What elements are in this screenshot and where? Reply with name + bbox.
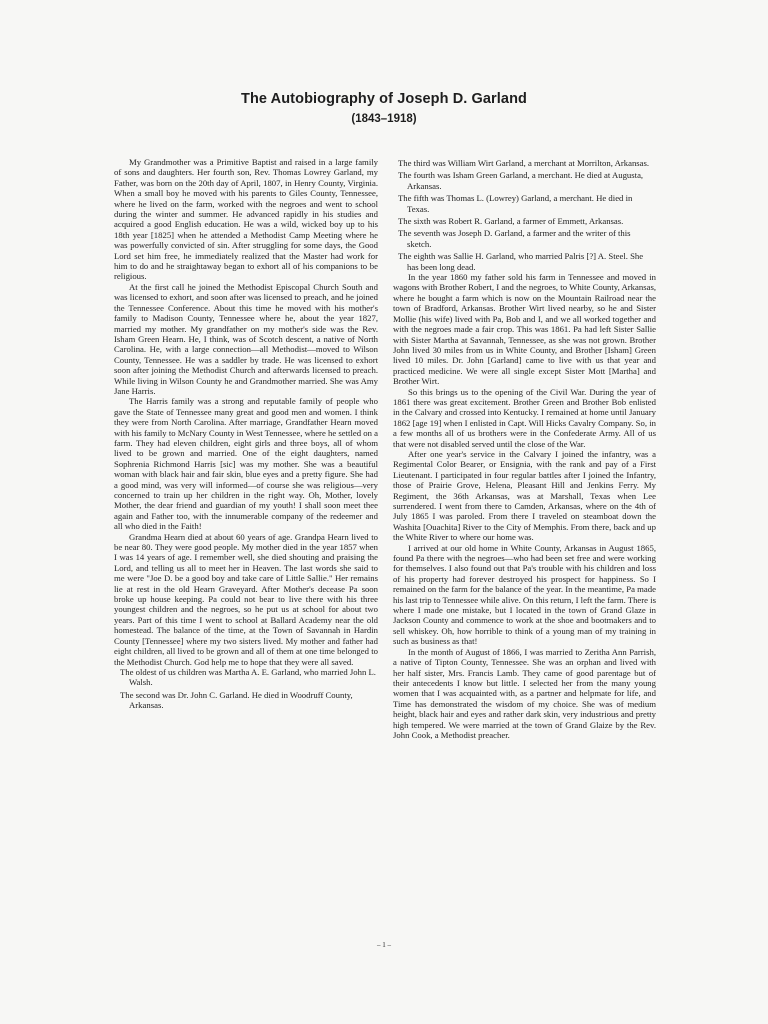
list-item: The fourth was Isham Green Garland, a merchant. He died at Augusta, Arkansas. (398, 170, 644, 191)
document-title: The Autobiography of Joseph D. Garland (240, 91, 528, 107)
list-item: The second was Dr. John C. Garland. He died in Woodruff County, Arkansas. (120, 689, 353, 711)
page-number: – 1 – (377, 941, 391, 949)
list-item: The seventh was Joseph D. Garland, a farmer and the writer of this sketch. (398, 228, 631, 249)
list-item: The sixth was Robert R. Garland, a farmer of Emmett, Arkansas. (398, 216, 624, 227)
list-item: The eighth was Sallie H. Garland, who married Palris [?] A. Steel. She has been long dead. (398, 251, 644, 272)
paragraph: In the month of August of 1866, I was married to Zeritha Ann Parrish, a native of Tipton County, Tennessee. She was an orphan and lived with her half sister, Mrs. Francis Lamb. They came of good parentage but of their antecedents I know but little. I selected her from the many young women that I was acquainted with, as a partner and helpmate for life, and Time has demonstrated the wisdom of my choice. She was of medium height, black hair and eyes and rather dark skin, very industrious and pretty high tempered. We were married at the town of Grand Glaize by the Rev. John Cook, a Methodist preacher. (393, 646, 656, 740)
left-column (114, 157, 378, 711)
right-column (393, 158, 656, 740)
list-item: The third was William Wirt Garland, a merchant at Morrilton, Arkansas. (398, 158, 650, 168)
paragraph: I arrived at our old home in White County, Arkansas in August 1865, found Pa there with the negroes—who had been set free and were working for themselves. I also found out that Pa's trouble with his children and loss of his property had forever destroyed his prospect for happiness. So I remained on the farm for the balance of the year. In the meantime, Pa made his last trip to Tennessee while alive. On this return, I left the farm. There is where I made one mistake, but I located in the town of Grand Glaze in Jackson County and commence to work at the shoe and bootmakers and to sell whiskey. Oh, how horrible to think of a young man of my training in such as business as that! (393, 542, 657, 647)
paragraph: In the year 1860 my father sold his farm in Tennessee and moved in wagons with Brother Robert, I and the negroes, to White County, Arkansas, where he bought a farm which is now on the Mountain Railroad near the town of Bradford, Arkansas. Brother Wirt lived nearby, so he and Sister Mollie (his wife) lived with Pa, Bob and I, and we all worked together and with the negroes made a fair crop. This was 1861. Pa had left Sister Sallie with Sister Martha at Savannah, Tennessee, as she was not grown. Brother John lived 30 miles from us in White County, and Brother [Isham] Green lived 10 miles. Dr. John [Garland] came to live with us that year and practiced medicine. We were all single except Sister Mott [Martha] and Brother Wirt. (393, 272, 656, 387)
paragraph: So this brings us to the opening of the Civil War. During the year of 1861 there was great excitement. Brother Green and Brother Bob enlisted in the Calvary and crossed into Kentucky. I remained at home until January 1862 [age 19] when I enlisted in Capt. Will Hicks Cavalry Company. So, in a few months all of us brothers were in the Confederate Army. All of us that were not disabled served until the close of the War. (393, 386, 656, 449)
paragraph: After one year's service in the Calvary I joined the infantry, was a Regimental Color Bearer, or Ensignia, with the rank and pay of a First Lieutenant. I participated in four regular battles after I joined the Infantry, those of Prairie Grove, Helena, Pleasant Hill and Jenkins Ferry. My Regiment, the 36th Arkansas, was at Marshall, Texas when Lee surrendered. I went from there to Camden, Arkansas, where on the 4th of July 1865 I was paroled. From there I traveled on steamboat down the Washita [Ouachita] River to the City of Memphis. From there, back and up the White River to where our home was. (393, 448, 656, 543)
paragraph: At the first call he joined the Methodist Episcopal Church South and was licensed to exhort, and soon after was licensed to preach, and he joined the Tennessee Conference. About this time he moved with his mother's family to Madison County, Tennessee where he, about the year 1827, married my mother. My grandfather on my mother's side was the Rev. Isham Green Hearn. He, I think, was of Scotch descent, a native of North Carolina. He, with a large connection—all Methodist—moved to Wilson County, Tennessee. He was a saddler by trade. He was licensed to exhort soon after joining the Methodist Church and afterwards licensed to preach. While living in Wilson County he and Grandmother married. She was Amy Jane Harris. (114, 281, 378, 396)
list-item: The oldest of us children was Martha A. E. Garland, who married John L. Walsh. (120, 666, 376, 688)
paragraph: Grandma Hearn died at about 60 years of age. Grandpa Hearn lived to be near 80. They were good people. My mother died in the year 1857 when I was 14 years of age. I remember well, she died shouting and praising the Lord, and telling us all to meet her in Heaven. The last words she said to me were "Joe D. be a good boy and take care of Little Sallie." Her remains lie at rest in the old Hearn Graveyard. After Mother's decease Pa soon broke up house keeping. Pa could not bear to live there with his three youngest children and the negroes, so he put us at school for about two years. Part of this time I went to school at Ballard Academy near the old homestead. The balance of the time, at the Town of Savannah in Hardin County [Tennessee] where my two sisters lived. My mother and father had eight children, all lived to be grown and all of them at one time belonged to the Methodist Church. God help me to hope that they were all saved. (114, 531, 378, 667)
paragraph: My Grandmother was a Primitive Baptist and raised in a large family of sons and daughters. Her fourth son, Rev. Thomas Lowrey Garland, my Father, was born on the 20th day of April, 1807, in Henry County, Virginia. When a small boy he moved with his parents to Giles County, Tennessee, where he lived on the farm, worked with the negroes and went to school during the winter and summer. He advanced rapidly in his studies and acquired a good English education. He was a wild, wicked boy up to his 18th year [1825] when he attended a Methodist Camp Meeting where he was powerfully convicted of sin. After struggling for some days, the Good Lord set him free, he immediately realized that the Master had work for him to do and he straightaway began to exhort all of his companions to be religious. (114, 157, 378, 282)
list-item: The fifth was Thomas L. (Lowrey) Garland, a merchant. He died in Texas. (398, 193, 633, 214)
paragraph: The Harris family was a strong and reputable family of people who gave the State of Tennessee many great and good men and women. I think they were from North Carolina. After marriage, Grandfather Hearn moved with his family to McNary County in West Tennessee, where he settled on a farm. They had eleven children, eight girls and three boys, all of whom lived to be grown and married. One of the eight daughters, named Sophrenia Richmond Harris [sic] was my mother. She was a beautiful woman with black hair and fair skin, blue eyes and a pretty figure. She had a good mind, was very will informed—of course she was religious—very concerned to train up her children in the right way. Oh, Mother, lovely Mother, the dear friend and guardian of my youth! I shall soon meet thee again and Father too, with the innumerable company of the redeemer and all who died in the Faith! (114, 396, 378, 532)
document-subtitle: (1843–1918) (351, 113, 417, 125)
